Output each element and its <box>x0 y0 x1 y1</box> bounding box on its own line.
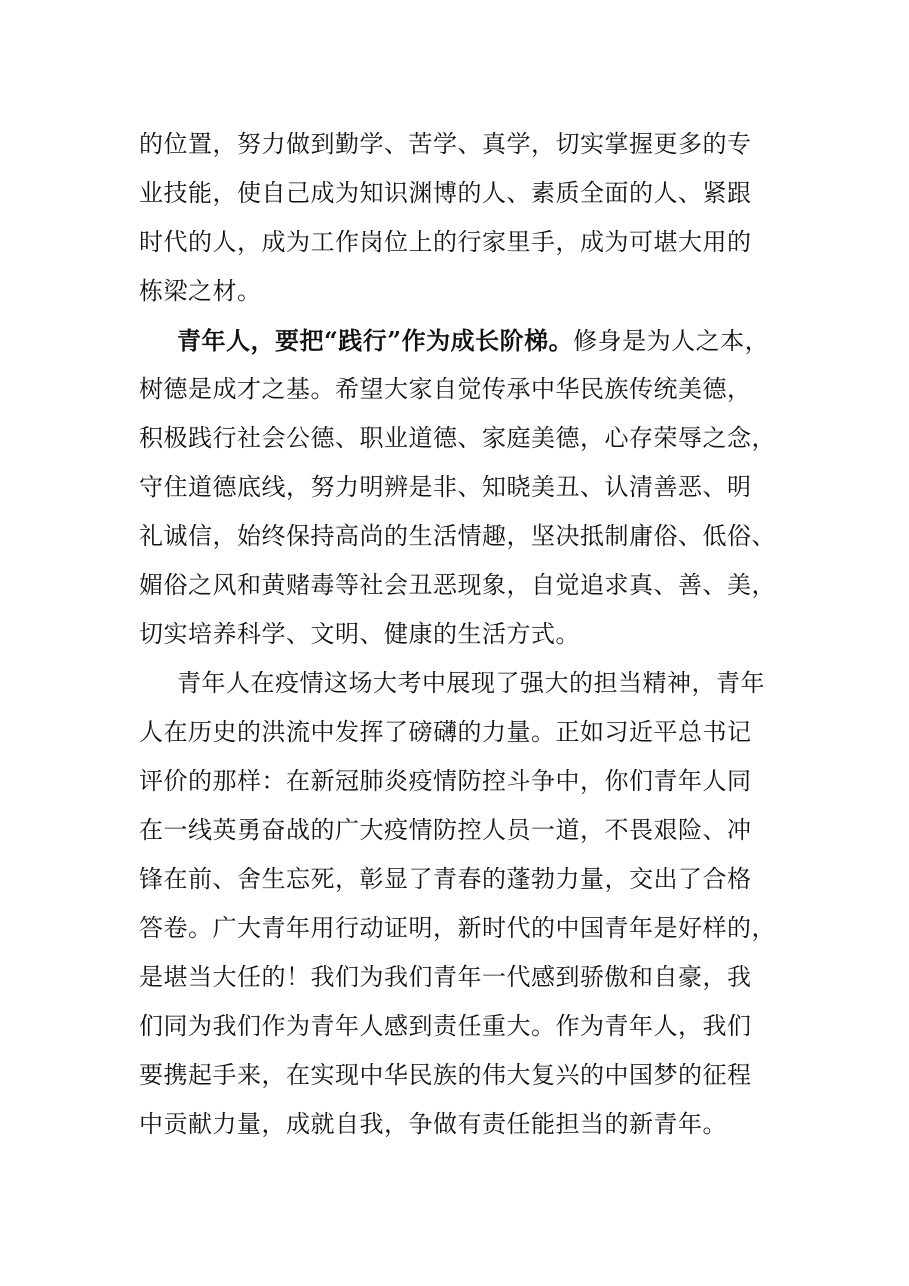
text-line: 业技能，使自己成为知识渊博的人、素质全面的人、紧跟 <box>139 179 752 207</box>
text-line: 时代的人，成为工作岗位上的行家里手，成为可堪大用的 <box>139 228 752 256</box>
text-line: 切实培养科学、文明、健康的生活方式。 <box>139 620 580 648</box>
text-line: 栋梁之材。 <box>139 277 262 305</box>
text-line: 青年人在疫情这场大考中展现了强大的担当精神，青年 <box>177 669 765 697</box>
text-line: 礼诚信，始终保持高尚的生活情趣，坚决抵制庸俗、低俗、 <box>139 522 776 550</box>
text-line: 是堪当大任的！我们为我们青年一代感到骄傲和自豪，我 <box>139 963 752 991</box>
text-line: 守住道德底线，努力明辨是非、知晓美丑、认清善恶、明 <box>139 473 752 501</box>
paragraph-2 <box>139 316 779 659</box>
text-line: 积极践行社会公德、职业道德、家庭美德，心存荣辱之念， <box>139 424 776 452</box>
text-line: 媚俗之风和黄赌毒等社会丑恶现象，自觉追求真、善、美， <box>139 571 776 599</box>
text-line: 锋在前、舍生忘死，彰显了青春的蓬勃力量，交出了合格 <box>139 865 752 893</box>
paragraph-heading: 青年人，要把“践行”作为成长阶梯。 <box>177 326 574 355</box>
text-line: 要携起手来，在实现中华民族的伟大复兴的中国梦的征程 <box>139 1061 752 1089</box>
text-line: 在一线英勇奋战的广大疫情防控人员一道，不畏艰险、冲 <box>139 816 752 844</box>
text-line: 的位置，努力做到勤学、苦学、真学，切实掌握更多的专 <box>139 130 752 158</box>
text-line: 评价的那样：在新冠肺炎疫情防控斗争中，你们青年人同 <box>139 767 752 795</box>
text-line <box>139 316 779 365</box>
text-line: 答卷。广大青年用行动证明，新时代的中国青年是好样的， <box>139 914 776 942</box>
paragraph-1 <box>139 120 779 316</box>
document-body <box>139 120 779 1149</box>
text-line: 树德是成才之基。希望大家自觉传承中华民族传统美德， <box>139 375 752 403</box>
text-line: 们同为我们作为青年人感到责任重大。作为青年人，我们 <box>139 1012 752 1040</box>
text-line: 中贡献力量，成就自我，争做有责任能担当的新青年。 <box>139 1110 727 1138</box>
paragraph-3 <box>139 659 779 1149</box>
text-span: 修身是为人之本， <box>573 327 770 355</box>
text-line: 人在历史的洪流中发挥了磅礴的力量。正如习近平总书记 <box>139 718 752 746</box>
